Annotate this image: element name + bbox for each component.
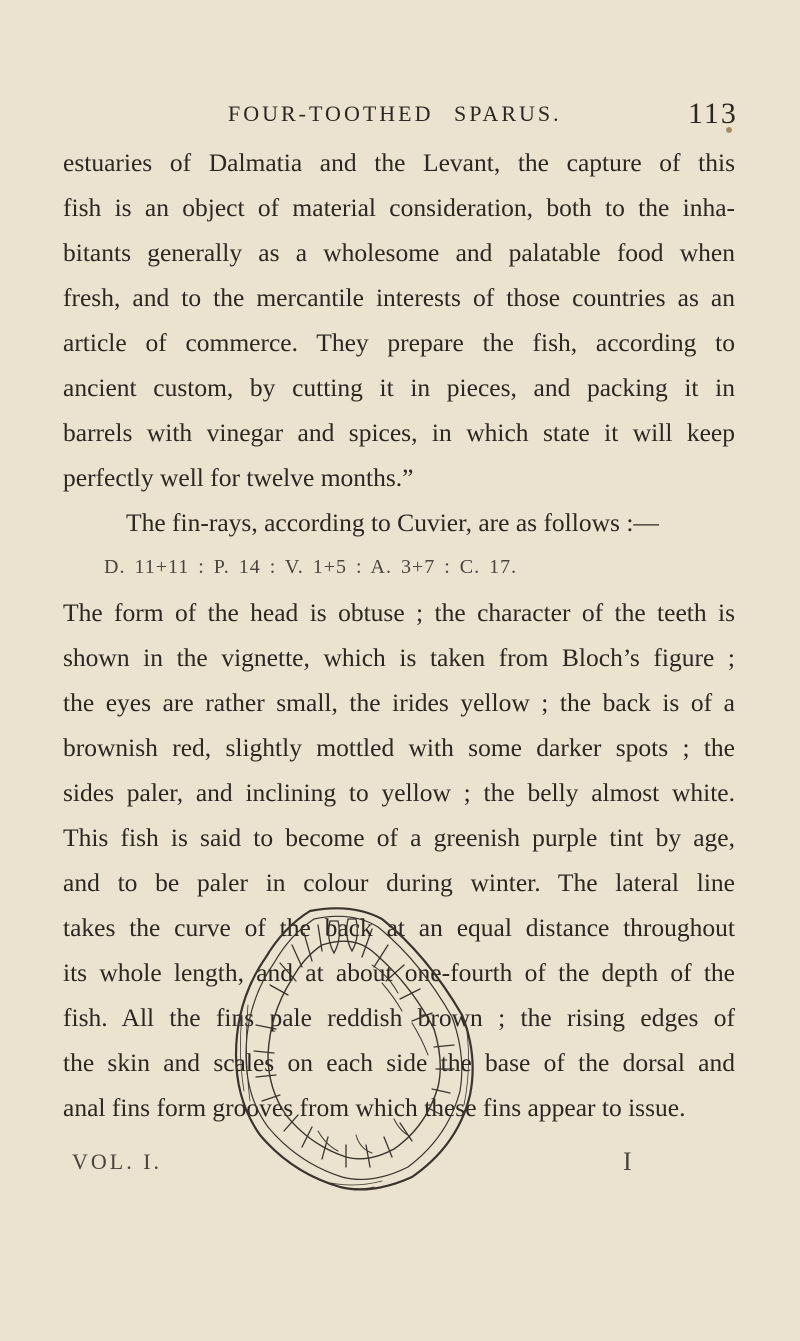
text-line: takes the curve of the back at an equal distance throughout [63, 913, 735, 942]
text-line: article of commerce. They prepare the fish, according to [63, 328, 735, 357]
text-line: and to be paler in colour during winter. The lateral line [63, 868, 735, 897]
text-line: anal fins form grooves from which these fins appear to issue. [63, 1093, 686, 1122]
text-line: the skin and scales on each side the base of the dorsal and [63, 1048, 735, 1077]
text-line: the eyes are rather small, the irides yellow ; the back is of a [63, 688, 735, 717]
fin-ray-formula: D. 11+11 : P. 14 : V. 1+5 : A. 3+7 : C. 17. [104, 556, 518, 578]
text-line: fish is an object of material consideration, both to the inha- [63, 193, 735, 222]
text-line: brownish red, slightly mottled with some darker spots ; the [63, 733, 735, 762]
running-head: FOUR-TOOTHED SPARUS. [228, 101, 562, 126]
text-line: ancient custom, by cutting it in pieces, and packing it in [63, 373, 735, 402]
text-line: shown in the vignette, which is taken from Bloch’s figure ; [63, 643, 735, 672]
page-number: 113 [688, 97, 738, 130]
jaw-teeth-vignette [222, 905, 487, 1195]
text-line: The form of the head is obtuse ; the character of the teeth is [63, 598, 735, 627]
paragraph-start-line: The fin-rays, according to Cuvier, are as follows :— [126, 508, 659, 537]
volume-signature: VOL. I. [72, 1149, 163, 1174]
text-line: estuaries of Dalmatia and the Levant, the capture of this [63, 148, 735, 177]
text-line: its whole length, and at about one-fourth of the depth of the [63, 958, 735, 987]
text-line: barrels with vinegar and spices, in which state it will keep [63, 418, 735, 447]
text-line: fish. All the fins pale reddish brown ; the rising edges of [63, 1003, 735, 1032]
text-line: fresh, and to the mercantile interests of those countries as an [63, 283, 735, 312]
text-line: bitants generally as a wholesome and palatable food when [63, 238, 735, 267]
text-line: perfectly well for twelve months.” [63, 463, 414, 492]
signature-mark: I [623, 1147, 632, 1176]
text-line: This fish is said to become of a greenish purple tint by age, [63, 823, 735, 852]
text-line: sides paler, and inclining to yellow ; the belly almost white. [63, 778, 735, 807]
